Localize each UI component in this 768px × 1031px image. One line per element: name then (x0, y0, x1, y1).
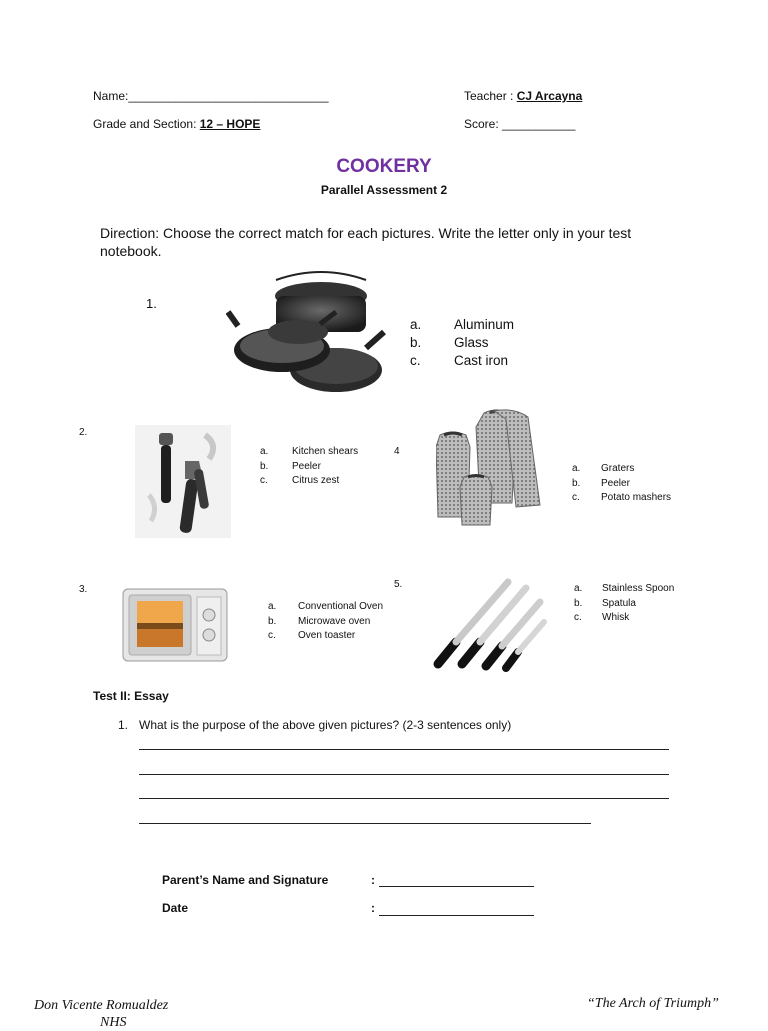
direction (100, 224, 700, 260)
page-subtitle: Parallel Assessment 2 (320, 183, 448, 197)
option-a: a. Stainless Spoon (574, 583, 675, 594)
teacher-label: Teacher : (464, 89, 517, 103)
name-field (93, 89, 329, 103)
question-4-options (572, 462, 671, 506)
date-line (379, 915, 534, 916)
spatulas-icon (428, 576, 548, 674)
name-blank: ______________________________ (128, 89, 329, 103)
option-a: a. Graters (572, 463, 635, 474)
grade-label: Grade and Section: (93, 117, 200, 131)
option-c: c. Cast iron (410, 353, 509, 368)
score-label: Score: (464, 117, 503, 131)
option-c: c. Citrus zest (260, 475, 340, 486)
option-b: b. Microwave oven (268, 615, 371, 627)
essay-question: What is the purpose of the above given pictures? (2-3 sentences only) (139, 718, 512, 732)
footer-motto: “The Arch of Triumph” (587, 996, 719, 1011)
peeler-icon (135, 425, 231, 538)
question-5-number: 5. (394, 579, 403, 590)
direction-line-2: notebook. (100, 243, 162, 259)
date-label: Date (162, 901, 189, 915)
option-b: b. Peeler (260, 460, 321, 472)
answer-line-4 (139, 823, 591, 824)
option-b: b. Glass (410, 335, 489, 350)
parent-colon: : (371, 873, 375, 887)
parent-signature-line (379, 886, 534, 887)
question-1-options (410, 316, 514, 370)
answer-line-3 (139, 798, 669, 799)
graters-icon (436, 407, 544, 529)
teacher-field (464, 89, 582, 103)
grade-value: 12 – HOPE (199, 117, 261, 131)
footer-school: Don Vicente Romualdez (34, 998, 169, 1013)
option-a: a. Conventional Oven (268, 601, 384, 612)
date-colon: : (371, 901, 375, 915)
question-2-number: 2. (79, 427, 88, 438)
question-2-options (260, 445, 358, 489)
footer-school-cont: NHS (100, 1015, 127, 1030)
score-field (464, 117, 575, 131)
grade-field (93, 117, 260, 131)
option-c: c. Whisk (574, 612, 630, 623)
option-a: a. Kitchen shears (260, 446, 359, 457)
answer-line-2 (139, 774, 669, 775)
test2-heading: Test II: Essay (93, 689, 169, 703)
microwave-oven-icon (121, 583, 229, 665)
score-blank: ___________ (502, 117, 576, 131)
name-label: Name: (93, 89, 129, 103)
direction-line-1: Direction: Choose the correct match for each pictures. Write the letter only in your test (100, 225, 632, 241)
question-1-number: 1. (146, 296, 157, 311)
teacher-value: CJ Arcayna (516, 89, 583, 103)
parent-signature-label: Parent’s Name and Signature (162, 873, 329, 887)
option-a: a. Aluminum (410, 317, 515, 332)
option-b: b. Spatula (574, 597, 636, 609)
cast-iron-cookware-icon (226, 266, 386, 398)
question-3-options (268, 600, 383, 644)
option-c: c. Oven toaster (268, 630, 356, 641)
option-c: c. Potato mashers (572, 492, 672, 503)
essay-item-number: 1. (118, 718, 129, 732)
question-3-number: 3. (79, 584, 88, 595)
question-4-number: 4 (394, 446, 400, 457)
answer-line-1 (139, 749, 669, 750)
option-b: b. Peeler (572, 477, 630, 489)
question-5-options (574, 582, 674, 626)
page-title: COOKERY (336, 156, 432, 177)
